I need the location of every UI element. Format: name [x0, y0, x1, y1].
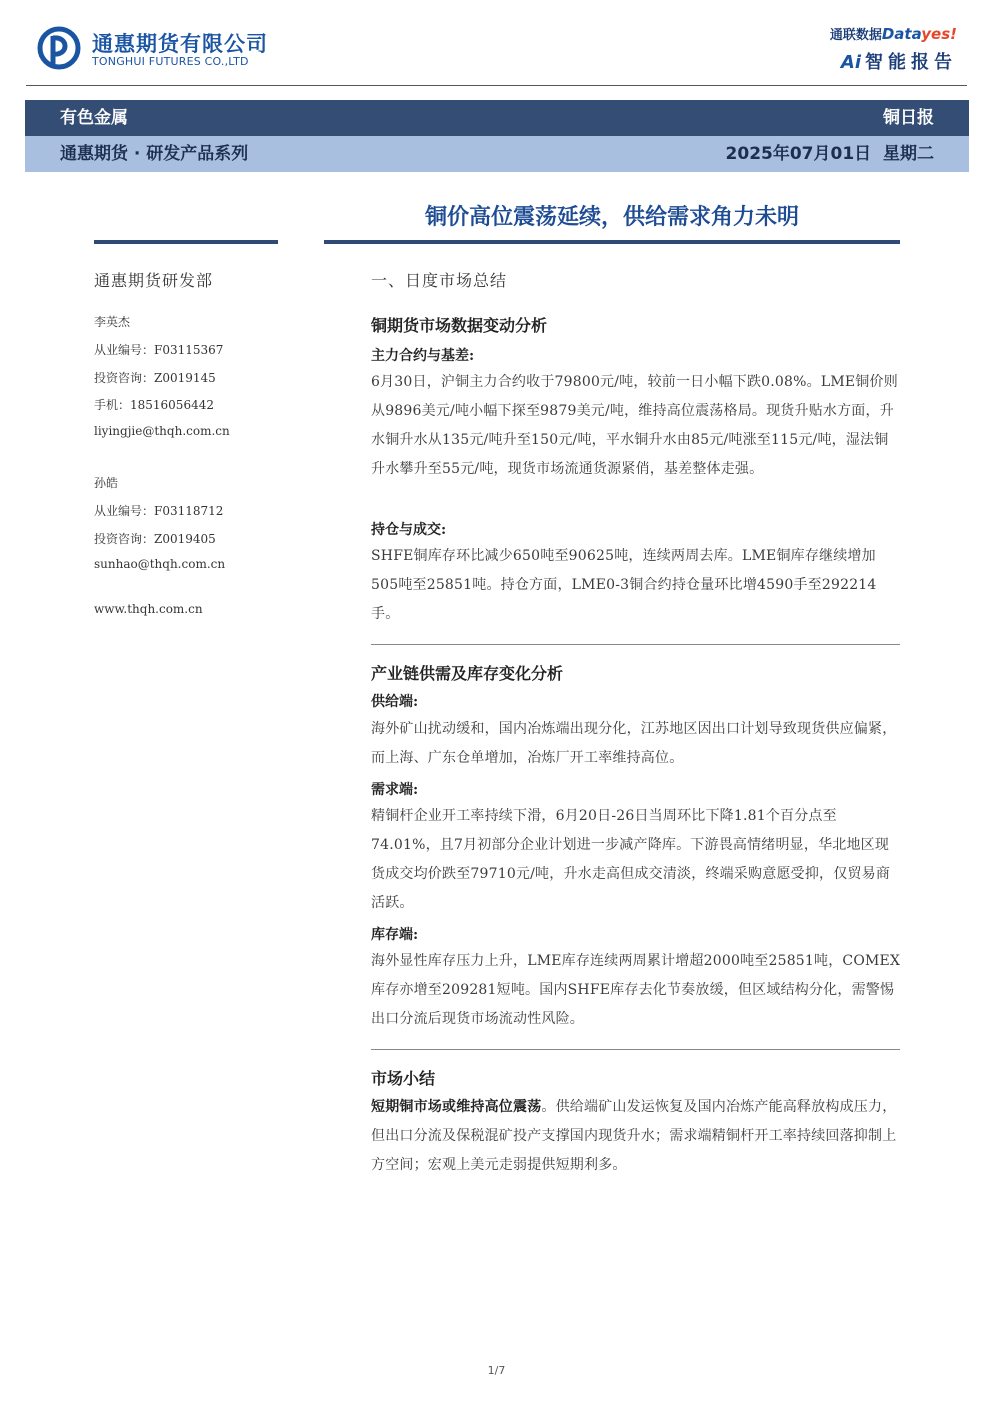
series-label: 通惠期货 · 研发产品系列 [60, 144, 249, 164]
company-name-cn: 通惠期货有限公司 [92, 32, 268, 56]
paragraph: 精铜杆企业开工率持续下滑，6月20日-26日当周环比下降1.81个百分点至74.01%，且7月初部分企业计划进一步减产降库。下游畏高情绪明显，华北地区现货成交均价跌至79710元/吨，升水走高但成交清淡，终端采购意愿受抑，仅贸易商活跃。 [371, 808, 891, 911]
report-title: 铜价高位震荡延续，供给需求角力未明 [424, 205, 799, 230]
topic-heading: 持仓与成交: [371, 522, 447, 538]
company-logo-icon [36, 26, 82, 70]
section-divider [371, 1049, 900, 1050]
subsection-heading: 市场小结 [371, 1069, 436, 1088]
partner-ai-report [841, 48, 957, 74]
topic-heading: 供给端: [371, 694, 419, 710]
section-divider [371, 644, 900, 645]
report-date: 2025年07月01日 星期二 [725, 144, 934, 164]
analyst-name: 孙皓 [94, 476, 119, 490]
website-link[interactable]: www.thqh.com.cn [94, 602, 203, 616]
sidebar-rule [94, 240, 278, 244]
analyst-consult-id: 投资咨询：Z0019145 [94, 371, 216, 385]
summary-paragraph [371, 1093, 901, 1180]
header-divider [26, 85, 967, 86]
research-department: 通惠期货研发部 [94, 271, 214, 290]
partner-name-data: Data [881, 25, 922, 43]
analyst-name: 李英杰 [94, 315, 131, 329]
analyst-email[interactable]: sunhao@thqh.com.cn [94, 557, 226, 571]
subsection-heading: 铜期货市场数据变动分析 [371, 316, 548, 335]
summary-lead: 短期铜市场或维持高位震荡 [371, 1099, 542, 1115]
partner-name-yes: yes! [921, 25, 957, 43]
title-rule [324, 240, 900, 244]
summary-body: 。供给端矿山发运恢复及国内冶炼产能高释放构成压力，但出口分流及保税混矿投产支撑国内现货升水；需求端精铜杆开工率持续回落抑制上方空间；宏观上美元走弱提供短期利多。 [371, 1099, 897, 1173]
analyst-consult-id: 投资咨询：Z0019405 [94, 532, 216, 546]
topic-heading: 库存端: [371, 927, 419, 943]
subsection-heading: 产业链供需及库存变化分析 [371, 664, 564, 683]
partner-ai-label: Ai [840, 52, 861, 73]
partner-name-cn: 通联数据 [829, 28, 882, 43]
section-heading: 一、日度市场总结 [371, 271, 508, 290]
partner-brand [830, 24, 957, 43]
analyst-phone: 手机：18516056442 [94, 398, 214, 412]
analyst-email[interactable]: liyingjie@thqh.com.cn [94, 424, 230, 438]
partner-report-label: 智能报告 [865, 52, 957, 73]
paragraph: 海外矿山扰动缓和，国内冶炼端出现分化，江苏地区因出口计划导致现货供应偏紧，而上海、广东仓单增加，冶炼厂开工率维持高位。 [371, 721, 897, 766]
paragraph: 海外显性库存压力上升，LME库存连续两周累计增超2000吨至25851吨，COMEX库存亦增至209281短吨。国内SHFE库存去化节奏放缓，但区域结构分化，需警惕出口分流后现货市场流动性风险。 [371, 953, 901, 1027]
analyst-license: 从业编号：F03118712 [94, 504, 224, 518]
topic-heading: 主力合约与基差: [371, 348, 475, 364]
topic-heading: 需求端: [371, 782, 419, 798]
company-name-en: TONGHUI FUTURES CO.,LTD [92, 55, 249, 68]
series-banner [25, 136, 969, 172]
page-number: 1/7 [487, 1364, 506, 1377]
report-type-label: 铜日报 [883, 108, 934, 128]
paragraph: 6月30日，沪铜主力合约收于79800元/吨，较前一日小幅下跌0.08%。LME铜价则从9896美元/吨小幅下探至9879美元/吨，维持高位震荡格局。现货升贴水方面，升水铜升水从135元/吨升至150元/吨，平水铜升水由85元/吨涨至115元/吨，湿法铜升水攀升至55元/吨，现货市场流通货源紧俏，基差整体走强。 [371, 374, 898, 477]
paragraph: SHFE铜库存环比减少650吨至90625吨，连续两周去库。LME铜库存继续增加505吨至25851吨。持仓方面，LME0-3铜合约持仓量环比增4590手至292214手。 [371, 548, 877, 622]
analyst-license: 从业编号：F03115367 [94, 343, 224, 357]
category-label: 有色金属 [60, 108, 128, 128]
category-banner [25, 100, 969, 136]
